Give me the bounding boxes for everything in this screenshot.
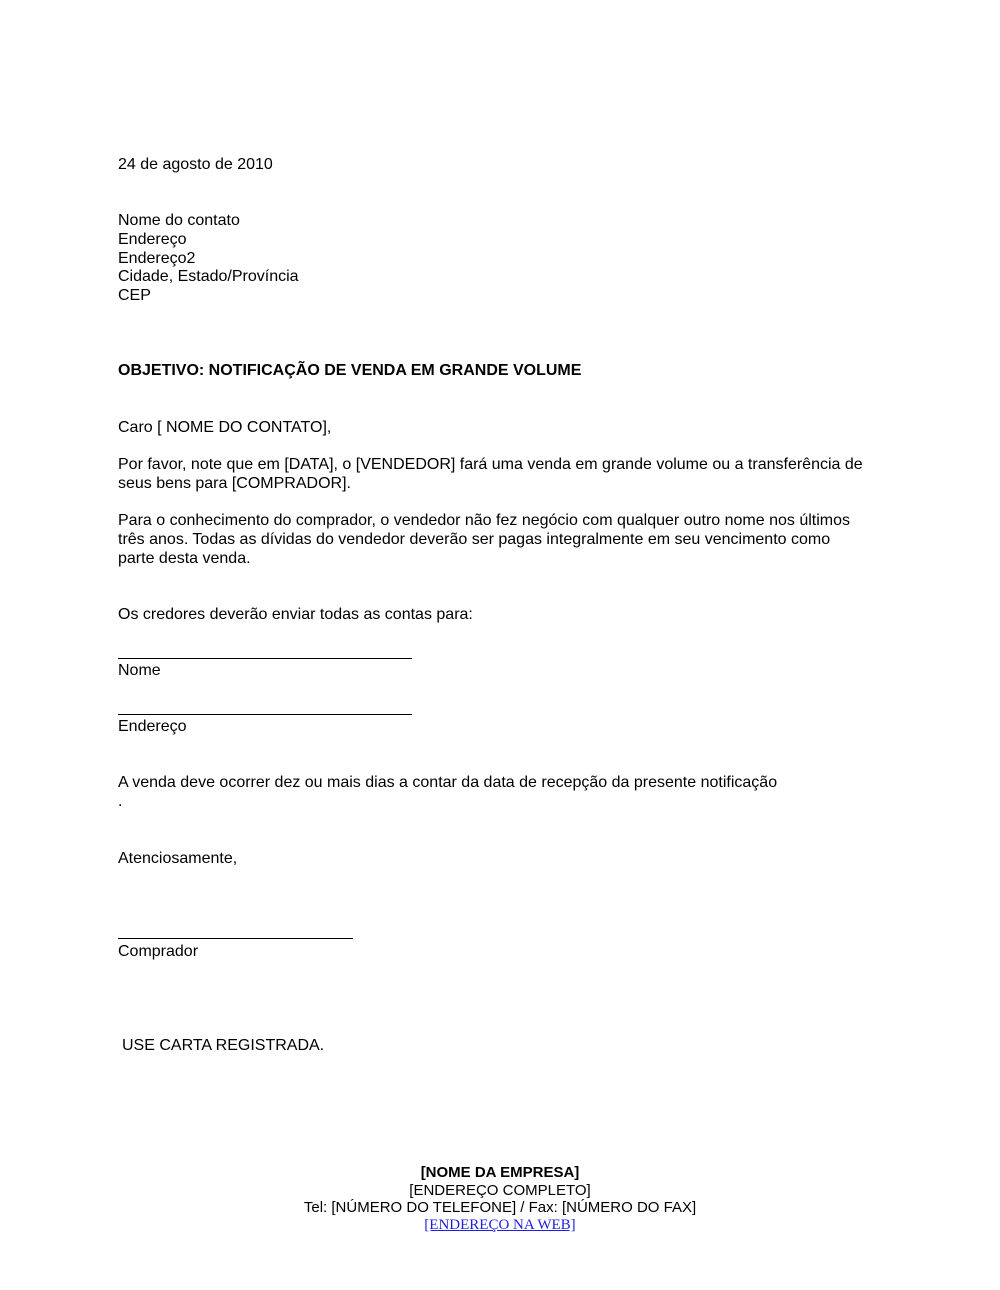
footer-web-link[interactable]: [ENDEREÇO NA WEB] <box>424 1217 576 1233</box>
recipient-city-state: Cidade, Estado/Província <box>118 268 299 285</box>
footer-address: [ENDEREÇO COMPLETO] <box>409 1182 591 1199</box>
creditors-intro: Os credores deverão enviar todas as contas para: <box>118 606 473 623</box>
footer-web-row <box>0 1216 1000 1235</box>
address-field-label: Endereço <box>118 718 187 735</box>
letter-date: 24 de agosto de 2010 <box>118 156 273 173</box>
paragraph-line: Para o conhecimento do comprador, o vendedor não fez negócio com qualquer outro nome nos últimos <box>118 512 850 529</box>
subject-line: OBJETIVO: NOTIFICAÇÃO DE VENDA EM GRANDE VOLUME <box>118 362 582 379</box>
name-blank-line <box>118 658 412 659</box>
recipient-address1: Endereço <box>118 231 187 248</box>
recipient-zip: CEP <box>118 287 151 304</box>
paragraph-line: três anos. Todas as dívidas do vendedor deverão ser pagas integralmente em seu vencimento como <box>118 531 831 548</box>
salutation: Caro [ NOME DO CONTATO], <box>118 419 332 436</box>
registered-mail-note: USE CARTA REGISTRADA. <box>122 1037 325 1054</box>
paragraph-line: seus bens para [COMPRADOR]. <box>118 475 351 492</box>
recipient-address2: Endereço2 <box>118 250 196 267</box>
recipient-name: Nome do contato <box>118 212 240 229</box>
name-field-label: Nome <box>118 662 161 679</box>
closing: Atenciosamente, <box>118 850 238 867</box>
paragraph-line: A venda deve ocorrer dez ou mais dias a contar da data de recepção da presente notificação <box>118 774 778 791</box>
signature-label: Comprador <box>118 943 199 960</box>
paragraph-line: Por favor, note que em [DATA], o [VENDEDOR] fará uma venda em grande volume ou a transferência de <box>118 456 863 473</box>
signature-line <box>118 938 353 939</box>
address-blank-line <box>118 714 412 715</box>
footer-contact: Tel: [NÚMERO DO TELEFONE] / Fax: [NÚMERO DO FAX] <box>303 1199 697 1216</box>
footer-company-name: [NOME DA EMPRESA] <box>420 1164 580 1181</box>
paragraph-line: . <box>118 793 123 810</box>
paragraph-line: parte desta venda. <box>118 550 251 567</box>
